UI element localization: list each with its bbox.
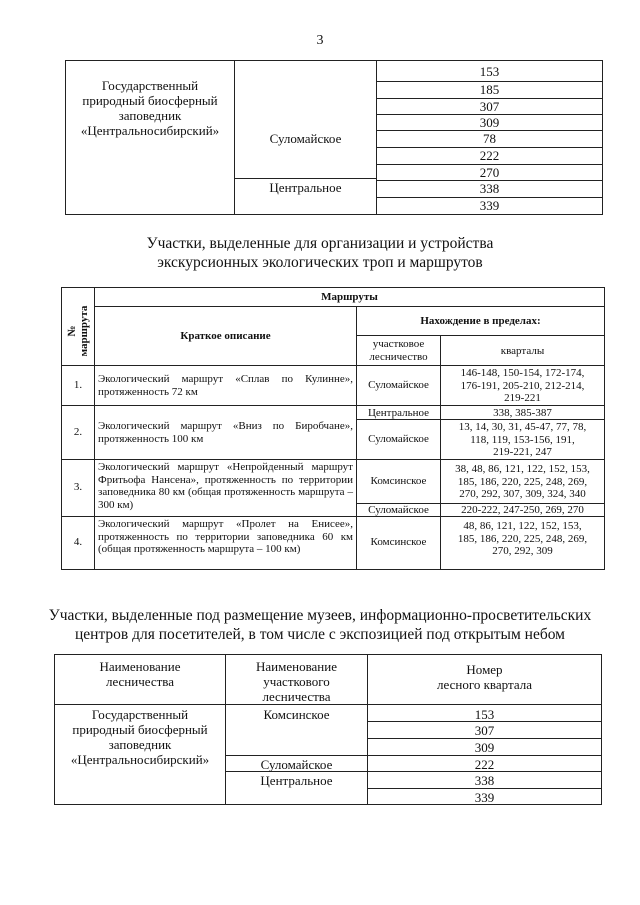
route-forestry: Комсинское xyxy=(370,536,427,548)
reserve-name: Государственный природный биосферный заповедник «Центральносибирский» xyxy=(70,707,210,767)
quarter-cell: 307 xyxy=(474,723,495,738)
route-description: Экологический маршрут «Вниз по Биробчане», протяженность 100 км xyxy=(98,420,353,445)
section-heading-museums: Участки, выделенные под размещение музеев, информационно-просветительских центров для посетителей, в том числе с экспозицией под открытым небом xyxy=(48,607,592,643)
forestry-suloma: Суломайское xyxy=(260,757,333,772)
route-forestry: Суломайское xyxy=(368,504,429,516)
header-route-number: № маршрута xyxy=(66,305,90,357)
route-description: Экологический маршрут «Пролет на Енисее», протяженность по территории заповедника 60 км (общая протяженность маршрута – 100 км) xyxy=(98,518,353,555)
header-district-forestry: Наименование участкового лесничества xyxy=(256,659,337,704)
quarter-cell: 153 xyxy=(474,707,495,722)
route-description: Экологический маршрут «Непройденный маршрут Фритьофа Нансена», протяженность по территории заповедника 80 км (общая протяженность маршрута – 300 км) xyxy=(98,461,353,511)
route-forestry: Суломайское xyxy=(368,433,429,445)
quarter-cell: 153 xyxy=(479,64,500,79)
quarter-cell: 339 xyxy=(474,790,495,805)
route-quarters: 220-222, 247-250, 269, 270 xyxy=(461,504,584,516)
route-forestry: Центральное xyxy=(367,407,430,419)
quarter-cell: 222 xyxy=(479,148,500,163)
header-quarters: кварталы xyxy=(500,345,545,357)
route-number: 2. xyxy=(73,426,83,438)
forestry-suloma: Суломайское xyxy=(269,131,342,146)
route-quarters: 146-148, 150-154, 172-174, 176-191, 205-210, 212-214, 219-221 xyxy=(460,367,585,404)
route-quarters: 38, 48, 86, 121, 122, 152, 153, 185, 186, 220, 225, 248, 269, 270, 292, 307, 309, 324, 340 xyxy=(455,463,590,500)
quarter-cell: 309 xyxy=(479,115,500,130)
forestry-komsa: Комсинское xyxy=(263,707,330,722)
route-number: 4. xyxy=(73,536,83,548)
reserve-name: Государственный природный биосферный заповедник «Центральносибирский» xyxy=(80,78,220,138)
route-number: 1. xyxy=(73,379,83,391)
quarter-cell: 338 xyxy=(479,181,500,196)
route-description: Экологический маршрут «Сплав по Кулинне», протяженность 72 км xyxy=(98,373,353,398)
route-quarters: 13, 14, 30, 31, 45-47, 77, 78, 118, 119, 153-156, 191, 219-221, 247 xyxy=(458,421,587,458)
quarter-cell: 307 xyxy=(479,99,500,114)
header-location: Нахождение в пределах: xyxy=(420,315,541,327)
quarter-cell: 270 xyxy=(479,165,500,180)
quarter-cell: 309 xyxy=(474,740,495,755)
header-forestry-name: Наименование лесничества xyxy=(99,659,181,689)
route-number: 3. xyxy=(73,481,83,493)
header-quarter-number: Номер лесного квартала xyxy=(437,662,532,692)
quarter-cell: 78 xyxy=(483,131,496,146)
section-heading-routes: Участки, выделенные для организации и устройства экскурсионных экологических троп и маршрутов xyxy=(146,235,494,271)
quarter-cell: 185 xyxy=(479,82,500,97)
page-number: 3 xyxy=(316,33,324,48)
header-forestry: участковое лесничество xyxy=(369,338,428,363)
forestry-central: Центральное xyxy=(260,773,333,788)
route-forestry: Суломайское xyxy=(368,379,429,391)
route-quarters: 48, 86, 121, 122, 152, 153, 185, 186, 220, 225, 248, 269, 270, 292, 309 xyxy=(457,520,588,557)
route-forestry: Комсинское xyxy=(370,475,427,487)
header-description: Краткое описание xyxy=(180,330,271,342)
header-routes: Маршруты xyxy=(321,291,378,303)
route-quarters: 338, 385-387 xyxy=(493,407,552,419)
quarter-cell: 339 xyxy=(479,198,500,213)
quarter-cell: 222 xyxy=(474,757,495,772)
quarter-cell: 338 xyxy=(474,773,495,788)
forestry-central: Центральное xyxy=(269,180,342,195)
